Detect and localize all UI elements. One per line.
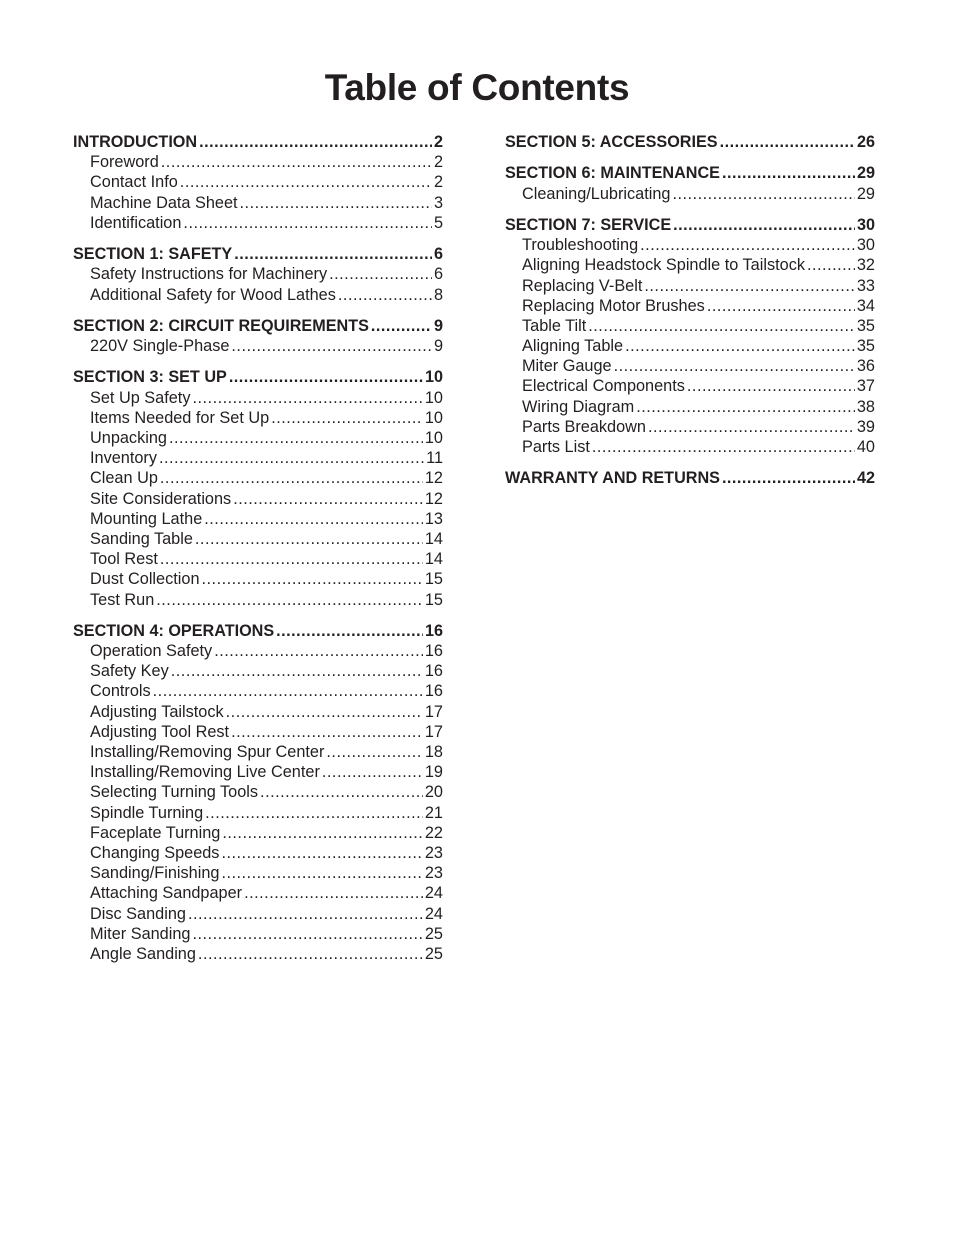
toc-heading[interactable] xyxy=(505,163,875,183)
toc-entry-label: Replacing V-Belt xyxy=(522,276,643,295)
toc-entry-label: Inventory xyxy=(90,449,157,468)
toc-heading[interactable] xyxy=(505,468,875,488)
toc-entry[interactable] xyxy=(73,883,443,903)
page-number: 15 xyxy=(424,590,443,609)
toc-entry-label: Sanding Table xyxy=(90,529,193,548)
toc-entry-label: Site Considerations xyxy=(90,489,232,508)
dot-leader xyxy=(198,944,423,964)
toc-entry[interactable] xyxy=(505,336,875,356)
toc-heading[interactable] xyxy=(505,132,875,152)
toc-entry-label: Spindle Turning xyxy=(90,803,204,822)
dot-leader xyxy=(222,823,423,843)
page-number: 29 xyxy=(856,184,875,203)
toc-heading[interactable] xyxy=(73,367,443,387)
toc-entry-label: Adjusting Tool Rest xyxy=(90,722,230,741)
dot-leader xyxy=(231,336,432,356)
dot-leader xyxy=(229,367,423,387)
page-number: 16 xyxy=(424,682,443,701)
dot-leader xyxy=(640,235,855,255)
dot-leader xyxy=(807,255,855,275)
toc-entry[interactable] xyxy=(73,193,443,213)
dot-leader xyxy=(687,376,855,396)
toc-entry-label: Wiring Diagram xyxy=(522,397,635,416)
toc-entry-label: Electrical Components xyxy=(522,377,685,396)
toc-entry[interactable] xyxy=(505,296,875,316)
toc-entry[interactable] xyxy=(505,397,875,417)
page-number: 24 xyxy=(424,904,443,923)
toc-heading[interactable] xyxy=(73,244,443,264)
page-number: 5 xyxy=(433,213,443,232)
dot-leader xyxy=(276,621,423,641)
dot-leader xyxy=(673,215,855,235)
page-number: 10 xyxy=(424,388,443,407)
dot-leader xyxy=(625,336,855,356)
toc-entry[interactable] xyxy=(73,843,443,863)
toc-entry[interactable] xyxy=(73,213,443,233)
toc-entry[interactable] xyxy=(505,376,875,396)
page-number: 36 xyxy=(856,357,875,376)
toc-entry-label: Troubleshooting xyxy=(522,236,639,255)
toc-entry[interactable] xyxy=(73,944,443,964)
toc-entry-label: Identification xyxy=(90,213,182,232)
page-number: 38 xyxy=(856,397,875,416)
dot-leader xyxy=(722,468,855,488)
toc-entry[interactable] xyxy=(73,549,443,569)
toc-entry-label: Dust Collection xyxy=(90,570,200,589)
dot-leader xyxy=(722,163,855,183)
page-number: 10 xyxy=(424,368,443,387)
dot-leader xyxy=(202,569,423,589)
toc-heading-label: WARRANTY AND RETURNS xyxy=(505,469,720,488)
toc-entry[interactable] xyxy=(73,448,443,468)
toc-entry[interactable] xyxy=(73,172,443,192)
page-number: 11 xyxy=(426,449,443,468)
page-number: 30 xyxy=(856,236,875,255)
page-number: 14 xyxy=(424,529,443,548)
toc-entry-label: Tool Rest xyxy=(90,550,158,569)
page-number: 23 xyxy=(424,843,443,862)
toc-section-warranty-and-returns xyxy=(505,468,875,488)
toc-entry[interactable] xyxy=(73,823,443,843)
dot-leader xyxy=(326,742,422,762)
dot-leader xyxy=(672,184,854,204)
toc-entry-label: Changing Speeds xyxy=(90,843,220,862)
page-number: 8 xyxy=(433,285,443,304)
dot-leader xyxy=(205,803,423,823)
toc-entry-label: Test Run xyxy=(90,590,155,609)
toc-heading[interactable] xyxy=(73,132,443,152)
toc-section-section-1-safety xyxy=(73,244,443,305)
toc-section-section-7-service xyxy=(505,215,875,457)
toc-entry-label: Controls xyxy=(90,682,151,701)
toc-entry[interactable] xyxy=(73,904,443,924)
toc-heading-label: SECTION 7: SERVICE xyxy=(505,215,672,234)
toc-entry-label: Mounting Lathe xyxy=(90,509,203,528)
dot-leader xyxy=(226,702,423,722)
dot-leader xyxy=(204,509,423,529)
dot-leader xyxy=(338,285,432,305)
toc-entry-label: Clean Up xyxy=(90,469,158,488)
toc-entry[interactable] xyxy=(73,641,443,661)
page-number: 32 xyxy=(856,256,875,275)
toc-entry[interactable] xyxy=(505,356,875,376)
page-number: 23 xyxy=(424,864,443,883)
page-number: 2 xyxy=(433,173,443,192)
page-number: 16 xyxy=(424,642,443,661)
page-number: 14 xyxy=(424,550,443,569)
dot-leader xyxy=(636,397,855,417)
toc-entry-label: Machine Data Sheet xyxy=(90,193,238,212)
dot-leader xyxy=(192,388,422,408)
page-number: 13 xyxy=(424,509,443,528)
dot-leader xyxy=(234,244,432,264)
toc-entry-label: Aligning Headstock Spindle to Tailstock xyxy=(522,256,805,275)
toc-entry[interactable] xyxy=(73,264,443,284)
page-number: 22 xyxy=(424,823,443,842)
page-number: 40 xyxy=(856,438,875,456)
page-number: 25 xyxy=(424,924,443,943)
page-number: 3 xyxy=(433,193,443,212)
dot-leader xyxy=(161,152,432,172)
toc-entry[interactable] xyxy=(505,255,875,275)
page-number: 26 xyxy=(856,133,875,151)
toc-entry[interactable] xyxy=(505,316,875,336)
page-title: Table of Contents xyxy=(324,67,630,108)
dot-leader xyxy=(240,193,432,213)
toc-heading[interactable] xyxy=(73,621,443,641)
toc-heading-label: SECTION 1: SAFETY xyxy=(73,245,233,264)
toc-column-right xyxy=(505,132,875,500)
toc-entry[interactable] xyxy=(73,468,443,488)
page-number: 21 xyxy=(424,803,443,822)
dot-leader xyxy=(614,356,855,376)
page-number: 2 xyxy=(433,153,443,172)
toc-entry-label: Unpacking xyxy=(90,429,167,447)
page-number: 34 xyxy=(856,296,875,315)
page-number: 6 xyxy=(433,265,443,284)
page-number: 9 xyxy=(433,337,443,356)
toc-section-section-3-set-up xyxy=(73,367,443,609)
toc-entry-label: Parts Breakdown xyxy=(522,417,646,436)
toc-heading-label: SECTION 4: OPERATIONS xyxy=(73,621,275,640)
toc-heading-label: SECTION 5: ACCESSORIES xyxy=(505,133,718,151)
toc-entry-label: 220V Single-Phase xyxy=(90,337,230,356)
toc-section-section-2-circuit-requirements xyxy=(73,316,443,356)
toc-entry-label: Replacing Motor Brushes xyxy=(522,296,705,315)
toc-entry[interactable] xyxy=(73,803,443,823)
toc-entry[interactable] xyxy=(73,742,443,762)
page-number: 16 xyxy=(424,662,443,681)
toc-entry-label: Installing/Removing Spur Center xyxy=(90,743,325,761)
toc-entry[interactable] xyxy=(73,529,443,549)
toc-entry-label: Operation Safety xyxy=(90,642,213,661)
page-number: 19 xyxy=(424,763,443,782)
toc-entry[interactable] xyxy=(73,285,443,305)
page-number: 15 xyxy=(424,570,443,589)
dot-leader xyxy=(271,408,423,428)
page-number: 20 xyxy=(424,783,443,802)
toc-entry[interactable] xyxy=(505,437,875,457)
toc-entry-label: Selecting Turning Tools xyxy=(90,783,259,802)
toc-entry-label: Attaching Sandpaper xyxy=(90,884,243,903)
dot-leader xyxy=(648,417,855,437)
toc-entry-label: Items Needed for Set Up xyxy=(90,408,270,427)
dot-leader xyxy=(371,316,432,336)
toc-entry[interactable] xyxy=(73,428,443,448)
dot-leader xyxy=(159,448,424,468)
toc-entry[interactable] xyxy=(505,235,875,255)
page-number: 25 xyxy=(424,944,443,963)
toc-entry-label: Cleaning/Lubricating xyxy=(522,184,671,203)
page-number: 17 xyxy=(424,702,443,721)
toc-heading-label: INTRODUCTION xyxy=(73,133,198,151)
toc-entry[interactable] xyxy=(73,762,443,782)
dot-leader xyxy=(153,681,423,701)
page-number: 9 xyxy=(433,316,443,335)
toc-entry[interactable] xyxy=(73,924,443,944)
toc-entry-label: Parts List xyxy=(522,438,590,456)
page-number: 33 xyxy=(856,276,875,295)
dot-leader xyxy=(588,316,855,336)
toc-entry-label: Installing/Removing Live Center xyxy=(90,763,320,782)
dot-leader xyxy=(592,437,855,457)
page-number: 39 xyxy=(856,417,875,436)
dot-leader xyxy=(221,843,422,863)
toc-entry-label: Additional Safety for Wood Lathes xyxy=(90,285,336,304)
dot-leader xyxy=(183,213,432,233)
page-number: 18 xyxy=(424,743,443,761)
toc-heading[interactable] xyxy=(505,215,875,235)
toc-entry[interactable] xyxy=(73,681,443,701)
toc-entry[interactable] xyxy=(73,590,443,610)
dot-leader xyxy=(644,276,855,296)
page-number: 2 xyxy=(433,133,443,151)
toc-entry-label: Table Tilt xyxy=(522,316,587,335)
dot-leader xyxy=(329,264,432,284)
toc-entry-label: Miter Sanding xyxy=(90,924,191,943)
toc-section-introduction xyxy=(73,132,443,233)
toc-entry-label: Adjusting Tailstock xyxy=(90,702,224,721)
dot-leader xyxy=(322,762,423,782)
toc-entry[interactable] xyxy=(73,782,443,802)
dot-leader xyxy=(171,661,423,681)
toc-entry-label: Contact Info xyxy=(90,173,178,192)
page-number: 16 xyxy=(424,621,443,640)
dot-leader xyxy=(233,489,423,509)
toc-entry-label: Angle Sanding xyxy=(90,944,196,963)
toc-section-section-6-maintenance xyxy=(505,163,875,203)
toc-entry-label: Disc Sanding xyxy=(90,904,186,923)
toc-entry[interactable] xyxy=(73,489,443,509)
page-number: 12 xyxy=(424,469,443,488)
dot-leader xyxy=(260,782,423,802)
dot-leader xyxy=(169,428,423,448)
dot-leader xyxy=(192,924,422,944)
toc-entry[interactable] xyxy=(73,569,443,589)
dot-leader xyxy=(188,904,423,924)
dot-leader xyxy=(214,641,423,661)
dot-leader xyxy=(195,529,423,549)
toc-entry[interactable] xyxy=(73,509,443,529)
toc-entry-label: Sanding/Finishing xyxy=(90,864,220,883)
toc-entry-label: Set Up Safety xyxy=(90,388,191,407)
toc-entry-label: Aligning Table xyxy=(522,337,624,356)
page-number: 37 xyxy=(856,377,875,396)
toc-entry[interactable] xyxy=(73,152,443,172)
page-number: 17 xyxy=(424,722,443,741)
toc-entry-label: Faceplate Turning xyxy=(90,823,221,842)
toc-entry-label: Safety Instructions for Machinery xyxy=(90,265,328,284)
toc-entry[interactable] xyxy=(73,336,443,356)
toc-entry[interactable] xyxy=(73,702,443,722)
toc-entry[interactable] xyxy=(505,276,875,296)
toc-entry-label: Miter Gauge xyxy=(522,357,612,376)
page-number: 30 xyxy=(856,215,875,234)
toc-entry-label: Safety Key xyxy=(90,662,169,681)
dot-leader xyxy=(244,883,423,903)
page-number: 29 xyxy=(856,164,875,183)
dot-leader xyxy=(199,132,432,152)
toc-heading-label: SECTION 3: SET UP xyxy=(73,368,227,387)
page-number: 12 xyxy=(424,489,443,508)
dot-leader xyxy=(160,549,423,569)
page-number: 24 xyxy=(424,884,443,903)
dot-leader xyxy=(180,172,432,192)
toc-entry[interactable] xyxy=(505,184,875,204)
toc-entry[interactable] xyxy=(505,417,875,437)
toc-entry[interactable] xyxy=(73,388,443,408)
toc-entry[interactable] xyxy=(73,722,443,742)
page-number: 6 xyxy=(433,245,443,264)
page-number: 10 xyxy=(424,408,443,427)
dot-leader xyxy=(720,132,855,152)
dot-leader xyxy=(707,296,855,316)
page-number: 10 xyxy=(424,429,443,447)
page-number: 35 xyxy=(856,337,875,356)
toc-section-section-4-operations xyxy=(73,621,443,964)
toc-entry[interactable] xyxy=(73,863,443,883)
toc-heading-label: SECTION 2: CIRCUIT REQUIREMENTS xyxy=(73,316,369,335)
dot-leader xyxy=(231,722,423,742)
toc-entry[interactable] xyxy=(73,661,443,681)
toc-heading-label: SECTION 6: MAINTENANCE xyxy=(505,164,720,183)
toc-entry[interactable] xyxy=(73,408,443,428)
toc-entry-label: Foreword xyxy=(90,153,159,172)
page-number: 42 xyxy=(856,469,875,488)
dot-leader xyxy=(156,590,423,610)
toc-column-left xyxy=(73,132,443,975)
dot-leader xyxy=(221,863,422,883)
toc-section-section-5-accessories xyxy=(505,132,875,152)
toc-heading[interactable] xyxy=(73,316,443,336)
dot-leader xyxy=(160,468,423,488)
page-number: 35 xyxy=(856,316,875,335)
